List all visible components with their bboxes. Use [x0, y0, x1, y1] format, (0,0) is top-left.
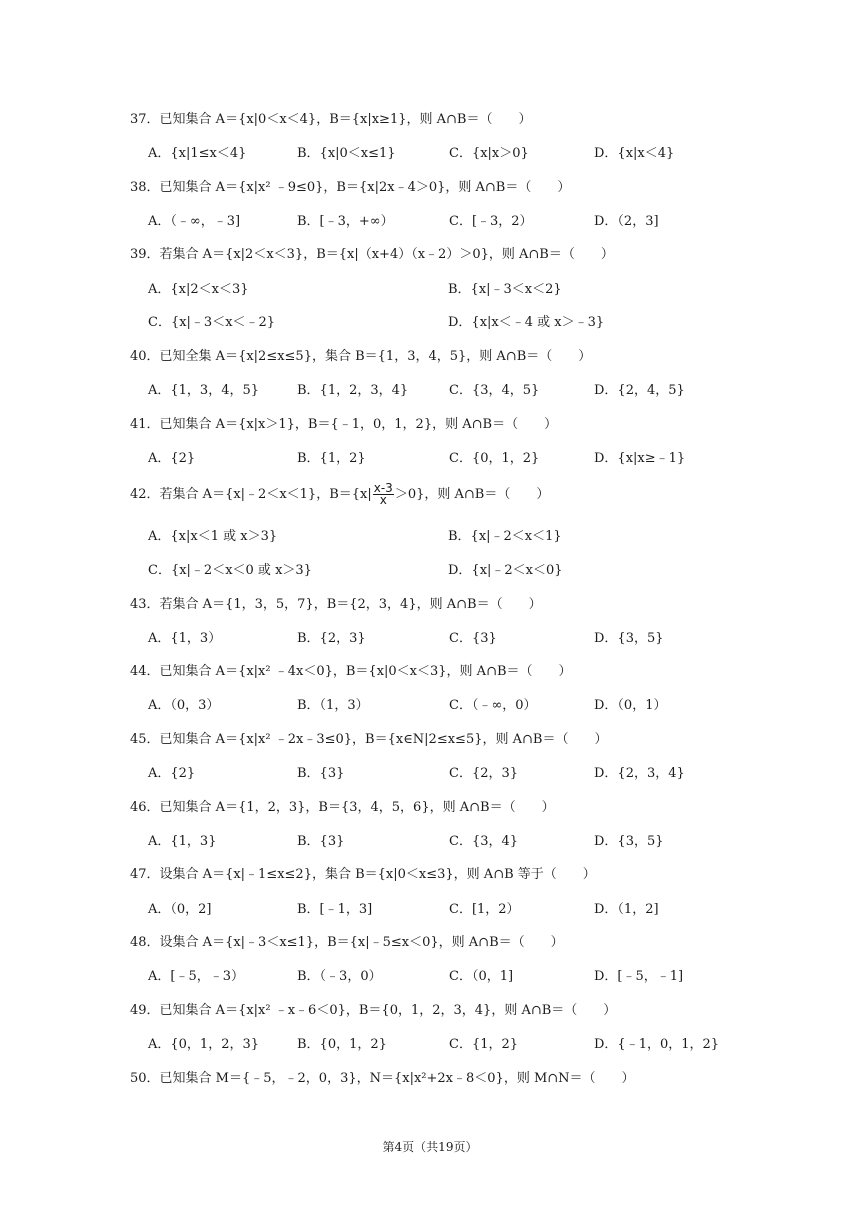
- option-d: D．{x|x＜﹣4 或 x＞﹣3}: [448, 315, 605, 330]
- question-43: 43．若集合 A＝{1，3，5，7}，B＝{2，3，4}，则 A∩B＝（ ）: [130, 597, 542, 612]
- options-42-row1: [148, 528, 860, 546]
- option-a: A．[﹣5，﹣3）: [148, 969, 245, 984]
- option-b: B．（﹣3，0）: [297, 969, 382, 984]
- question-38: 38．已知集合 A＝{x|x² ﹣9≤0}，B＝{x|2x﹣4＞0}，则 A∩B＝（ ）: [130, 180, 571, 195]
- option-a: A．（﹣∞，﹣3]: [148, 214, 241, 229]
- option-b: B．{2，3}: [297, 631, 366, 646]
- fraction: [373, 483, 394, 506]
- option-b: B．{x|0＜x≤1}: [297, 146, 396, 161]
- question-40: 40．已知全集 A＝{x|2≤x≤5}，集合 B＝{1，3，4，5}，则 A∩B＝（ ）: [130, 349, 592, 364]
- page-footer: 第4页（共19页）: [382, 1140, 478, 1154]
- question-50: 50．已知集合 M＝{﹣5，﹣2，0，3}，N＝{x|x²+2x﹣8＜0}，则 M∩N＝（ ）: [130, 1071, 635, 1086]
- options-44: [148, 697, 860, 715]
- option-a: A．{1，3）: [148, 631, 222, 646]
- options-48: [148, 968, 860, 986]
- question-39: 39．若集合 A＝{x|2＜x＜3}，B＝{x|（x+4）（x﹣2）＞0}，则 A∩B＝（ ）: [130, 247, 614, 262]
- options-43: [148, 630, 860, 648]
- option-a: A．{1，3}: [148, 834, 217, 849]
- options-45: [148, 765, 860, 783]
- options-41: [148, 450, 860, 468]
- options-39-row2: [148, 314, 860, 332]
- option-c: C．{3，4，5}: [449, 383, 540, 398]
- question-46: 46．已知集合 A＝{1，2，3}，B＝{3，4，5，6}，则 A∩B＝（ ）: [130, 800, 555, 815]
- option-d: D．{x|﹣2＜x＜0}: [448, 563, 563, 578]
- option-b: B．{x|﹣3＜x＜2}: [448, 282, 562, 297]
- option-a: A．（0，2]: [148, 902, 212, 917]
- option-c: C．{2，3}: [449, 766, 519, 781]
- option-b: B．{3}: [297, 766, 345, 781]
- option-c: C．{x|﹣3＜x＜﹣2}: [148, 315, 276, 330]
- option-c: C．{0，1，2}: [449, 451, 540, 466]
- options-42-row2: [148, 562, 860, 580]
- options-39-row1: [148, 281, 860, 299]
- question-44: 44．已知集合 A＝{x|x² ﹣4x＜0}，B＝{x|0＜x＜3}，则 A∩B＝（ ）: [130, 664, 572, 679]
- question-45: 45．已知集合 A＝{x|x² ﹣2x﹣3≤0}，B＝{x∈N|2≤x≤5}，则 A∩B＝（ ）: [130, 732, 608, 747]
- option-d: D．{3，5}: [594, 631, 664, 646]
- option-c: C．（﹣∞，0）: [449, 698, 537, 713]
- option-b: B．{0，1，2}: [297, 1037, 387, 1052]
- question-41: 41．已知集合 A＝{x|x＞1}，B＝{﹣1，0，1，2}，则 A∩B＝（ ）: [130, 417, 558, 432]
- option-b: B．{x|﹣2＜x＜1}: [448, 529, 562, 544]
- option-d: D．[﹣5，﹣1]: [594, 969, 684, 984]
- fraction-numerator: x-3: [373, 481, 393, 495]
- option-d: D．（2，3]: [594, 214, 659, 229]
- option-a: A．{2}: [148, 766, 196, 781]
- options-46: [148, 833, 860, 851]
- option-c: C．{x|x＞0}: [449, 146, 529, 161]
- option-c: C．{3，4}: [449, 834, 519, 849]
- question-42-stem-end: ＞0}，则 A∩B＝（ ）: [394, 487, 550, 502]
- option-b: B．（1，3）: [297, 698, 369, 713]
- option-c: C．{1，2}: [449, 1037, 519, 1052]
- option-b: B．[﹣3，+∞）: [297, 214, 394, 229]
- question-47: 47．设集合 A＝{x|﹣1≤x≤2}，集合 B＝{x|0＜x≤3}，则 A∩B 等于（ ）: [130, 867, 596, 882]
- option-b: B．{3}: [297, 834, 345, 849]
- option-c: C．{x|﹣2＜x＜0 或 x＞3}: [148, 563, 312, 578]
- option-d: D．{3，5}: [594, 834, 664, 849]
- option-b: B．{1，2}: [297, 451, 366, 466]
- option-d: D．{2，4，5}: [594, 383, 685, 398]
- option-b: B．[﹣1，3]: [297, 902, 373, 917]
- options-37: [148, 145, 860, 163]
- question-49: 49．已知集合 A＝{x|x² ﹣x﹣6＜0}，B＝{0，1，2，3，4}，则 A∩B＝（ ）: [130, 1003, 617, 1018]
- options-40: [148, 382, 860, 400]
- option-d: D．{2，3，4}: [594, 766, 685, 781]
- option-a: A．{1，3，4，5}: [148, 383, 260, 398]
- fraction-denominator: x: [379, 493, 387, 507]
- option-a: A．{2}: [148, 451, 196, 466]
- option-a: A．（0，3）: [148, 698, 220, 713]
- options-49: [148, 1036, 860, 1054]
- question-42: [130, 481, 549, 509]
- option-a: A．{0，1，2，3}: [148, 1037, 260, 1052]
- option-d: D．{x|x＜4}: [594, 146, 675, 161]
- option-c: C．（0，1]: [449, 969, 514, 984]
- option-c: C．[1，2）: [449, 902, 520, 917]
- question-42-stem-start: 42．若集合 A＝{x|﹣2＜x＜1}，B＝{x|: [130, 487, 372, 502]
- option-d: D．{x|x≥﹣1}: [594, 451, 686, 466]
- option-a: A．{x|x＜1 或 x＞3}: [148, 529, 278, 544]
- question-37: 37．已知集合 A＝{x|0＜x＜4}，B＝{x|x≥1}，则 A∩B＝（ ）: [130, 112, 532, 127]
- option-a: A．{x|2＜x＜3}: [148, 282, 249, 297]
- option-c: C．{3}: [449, 631, 497, 646]
- options-47: [148, 901, 860, 919]
- question-48: 48．设集合 A＝{x|﹣3＜x≤1}，B＝{x|﹣5≤x＜0}，则 A∩B＝（ ）: [130, 935, 564, 950]
- option-d: D．{﹣1，0，1，2}: [594, 1037, 720, 1052]
- option-a: A．{x|1≤x＜4}: [148, 146, 247, 161]
- option-d: D．（0，1）: [594, 698, 667, 713]
- options-38: [148, 213, 860, 231]
- option-b: B．{1，2，3，4}: [297, 383, 409, 398]
- option-d: D．（1，2]: [594, 902, 659, 917]
- option-c: C．[﹣3，2）: [449, 214, 533, 229]
